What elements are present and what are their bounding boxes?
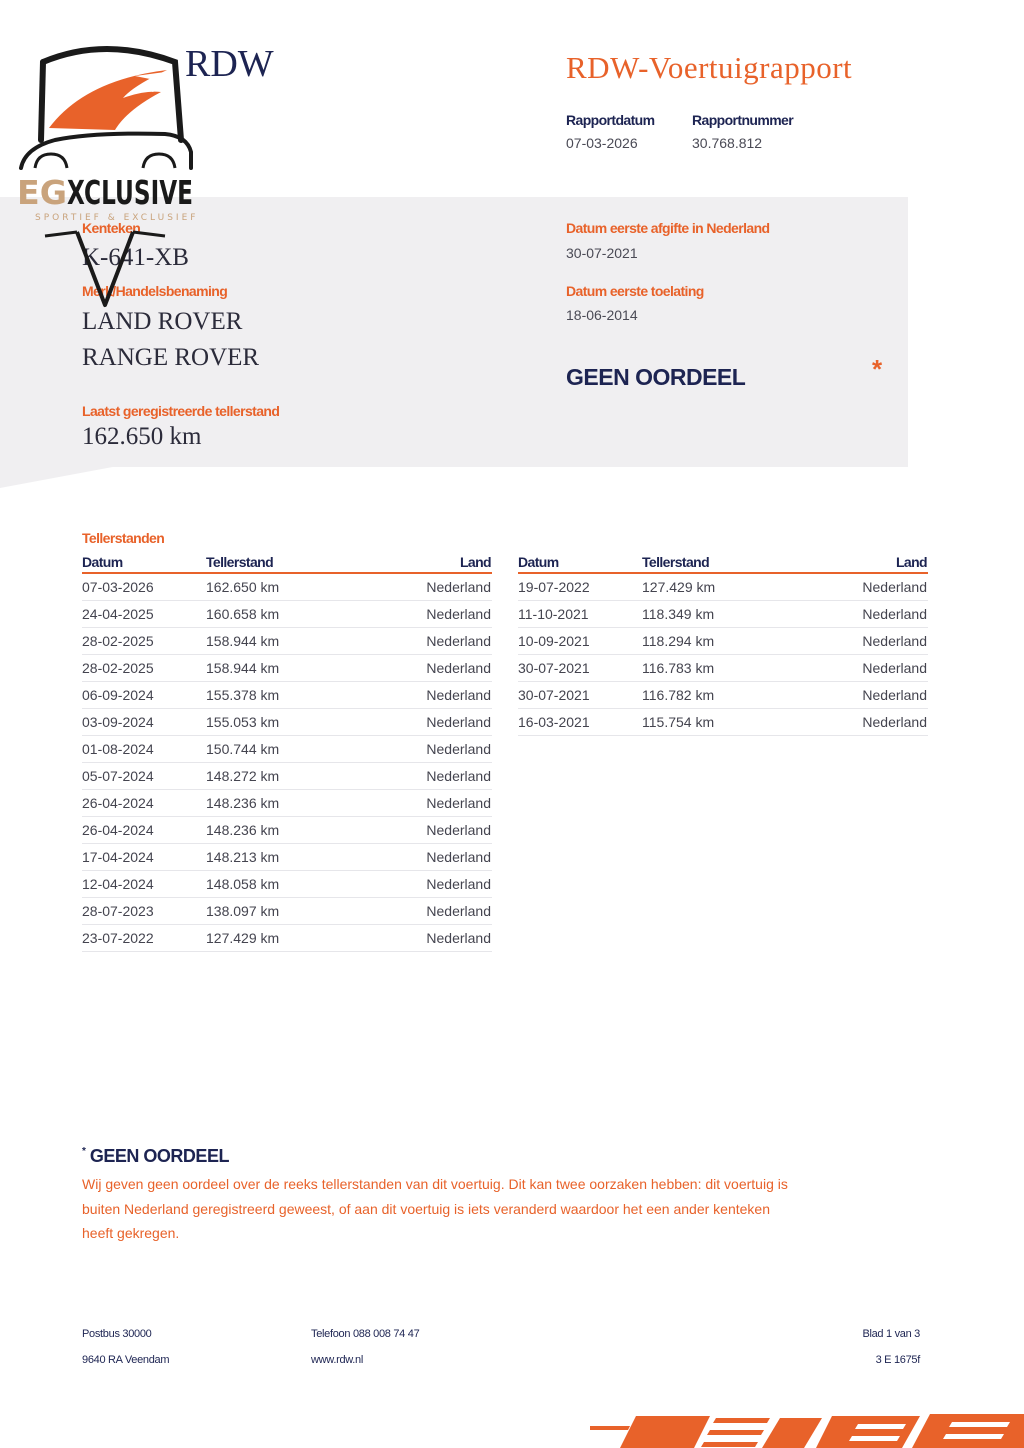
model-value: RANGE ROVER (82, 344, 260, 371)
note-title (82, 1146, 229, 1167)
row-date: 26-04-2024 (82, 795, 154, 811)
verdict-marker: * (872, 354, 883, 384)
egxclusive-logo (15, 40, 200, 310)
row-country: Nederland (862, 633, 927, 649)
footer-postbus: Postbus 30000 (82, 1328, 152, 1340)
row-reading: 116.782 km (642, 687, 715, 703)
row-country: Nederland (862, 714, 927, 730)
table-row (82, 898, 492, 925)
row-country: Nederland (426, 876, 491, 892)
row-date: 11-10-2021 (518, 606, 589, 622)
report-date-label: Rapportdatum (566, 112, 655, 128)
rdw-brand: RDW (185, 43, 274, 85)
table-row (82, 844, 492, 871)
col-reading-header: Tellerstand (206, 554, 274, 570)
panel-tail-decoration (0, 466, 118, 488)
row-reading: 127.429 km (206, 930, 280, 946)
row-country: Nederland (426, 930, 491, 946)
row-date: 05-07-2024 (82, 768, 154, 784)
row-date: 26-04-2024 (82, 822, 154, 838)
row-date: 23-07-2022 (82, 930, 154, 946)
table-row (518, 628, 928, 655)
verdict: GEEN OORDEEL (566, 364, 746, 390)
col-date-header: Datum (82, 554, 123, 570)
row-reading: 148.213 km (206, 849, 280, 865)
readings-table-left (82, 554, 492, 952)
brand-label: Merk/Handelsbenaming (82, 283, 228, 299)
col-date-header: Datum (518, 554, 559, 570)
row-country: Nederland (426, 768, 491, 784)
plate-label: Kenteken (82, 220, 141, 236)
note-title-text: GEEN OORDEEL (89, 1146, 229, 1166)
table-row (82, 871, 492, 898)
row-country: Nederland (426, 579, 491, 595)
row-date: 16-03-2021 (518, 714, 590, 730)
row-date: 10-09-2021 (518, 633, 590, 649)
row-date: 07-03-2026 (82, 579, 154, 595)
row-date: 01-08-2024 (82, 741, 154, 757)
row-date: 06-09-2024 (82, 687, 154, 703)
report-title: RDW-Voertuigrapport (566, 50, 853, 85)
footer-page: Blad 1 van 3 (862, 1328, 920, 1340)
row-reading: 118.294 km (642, 633, 715, 649)
table-row (518, 655, 928, 682)
row-reading: 162.650 km (206, 579, 280, 595)
footer-phone: Telefoon 088 008 74 47 (311, 1328, 420, 1340)
row-country: Nederland (862, 687, 927, 703)
col-country-header: Land (895, 554, 927, 570)
row-country: Nederland (862, 606, 927, 622)
table-row (518, 709, 928, 736)
readings-title: Tellerstanden (82, 530, 165, 546)
table-row (518, 574, 928, 601)
row-reading: 138.097 km (206, 903, 280, 919)
row-country: Nederland (426, 606, 491, 622)
report-number: 30.768.812 (692, 135, 763, 151)
footer-website[interactable]: www.rdw.nl (311, 1354, 364, 1366)
row-date: 03-09-2024 (82, 714, 154, 730)
row-date: 24-04-2025 (82, 606, 154, 622)
table-row (518, 682, 928, 709)
footer-city: 9640 RA Veendam (82, 1354, 170, 1366)
row-country: Nederland (426, 795, 491, 811)
table-row (82, 574, 492, 601)
table-row (82, 709, 492, 736)
table-row (82, 817, 492, 844)
table-header (518, 554, 928, 574)
first-issue-nl-value: 30-07-2021 (566, 245, 638, 261)
row-reading: 148.236 km (206, 822, 280, 838)
row-reading: 150.744 km (206, 741, 280, 757)
row-date: 12-04-2024 (82, 876, 154, 892)
table-row (82, 925, 492, 952)
readings-left-rows (82, 574, 492, 952)
footer-stripes-decoration (590, 1408, 1024, 1448)
table-row (82, 790, 492, 817)
odometer-label: Laatst geregistreerde tellerstand (82, 403, 280, 419)
row-country: Nederland (426, 741, 491, 757)
report-date: 07-03-2026 (566, 135, 638, 151)
brand-value: LAND ROVER (82, 308, 243, 335)
table-row (82, 736, 492, 763)
note-line: Wij geven geen oordeel over de reeks tellerstanden van dit voertuig. Dit kan twee oorzaken hebben: dit voertuig is (82, 1176, 788, 1192)
col-reading-header: Tellerstand (642, 554, 710, 570)
first-admission-label: Datum eerste toelating (566, 283, 704, 299)
table-row (82, 682, 492, 709)
row-reading: 148.236 km (206, 795, 280, 811)
table-row (82, 601, 492, 628)
logo-tagline: SPORTIEF & EXCLUSIEF (35, 213, 199, 223)
row-country: Nederland (426, 660, 491, 676)
row-date: 28-02-2025 (82, 660, 154, 676)
row-date: 30-07-2021 (518, 687, 590, 703)
readings-table-right (518, 554, 928, 736)
row-reading: 116.783 km (642, 660, 715, 676)
row-date: 30-07-2021 (518, 660, 590, 676)
row-reading: 115.754 km (642, 714, 715, 730)
table-header (82, 554, 492, 574)
footer-code: 3 E 1675f (875, 1354, 920, 1366)
odometer-value: 162.650 km (82, 423, 202, 450)
row-country: Nederland (862, 579, 927, 595)
first-admission-value: 18-06-2014 (566, 307, 638, 323)
row-country: Nederland (426, 633, 491, 649)
note-text (82, 1172, 882, 1246)
row-reading: 158.944 km (206, 660, 280, 676)
row-country: Nederland (862, 660, 927, 676)
row-country: Nederland (426, 849, 491, 865)
row-date: 28-07-2023 (82, 903, 154, 919)
row-reading: 148.272 km (206, 768, 280, 784)
row-country: Nederland (426, 822, 491, 838)
report-number-label: Rapportnummer (692, 112, 794, 128)
row-country: Nederland (426, 687, 491, 703)
row-reading: 160.658 km (206, 606, 280, 622)
table-row (82, 763, 492, 790)
row-date: 28-02-2025 (82, 633, 154, 649)
readings-right-rows (518, 574, 928, 736)
row-reading: 127.429 km (642, 579, 716, 595)
row-reading: 155.053 km (206, 714, 280, 730)
first-issue-nl-label: Datum eerste afgifte in Nederland (566, 220, 770, 236)
row-date: 17-04-2024 (82, 849, 154, 865)
row-reading: 118.349 km (642, 606, 715, 622)
row-reading: 155.378 km (206, 687, 280, 703)
row-reading: 148.058 km (206, 876, 280, 892)
note-marker: * (82, 1146, 86, 1157)
row-date: 19-07-2022 (518, 579, 590, 595)
row-country: Nederland (426, 714, 491, 730)
table-row (518, 601, 928, 628)
row-reading: 158.944 km (206, 633, 280, 649)
table-row (82, 655, 492, 682)
table-row (82, 628, 492, 655)
note-line: buiten Nederland geregistreerd geweest, of aan dit voertuig is iets veranderd waardoor het een ander kenteken (82, 1200, 770, 1217)
plate-value: K-641-XB (82, 244, 189, 271)
col-country-header: Land (459, 554, 491, 570)
row-country: Nederland (426, 903, 491, 919)
logo-wordmark-start: EG (17, 173, 67, 212)
logo-wordmark-end: XCLUSIVE (67, 173, 193, 212)
note-line: heeft gekregen. (82, 1225, 180, 1241)
